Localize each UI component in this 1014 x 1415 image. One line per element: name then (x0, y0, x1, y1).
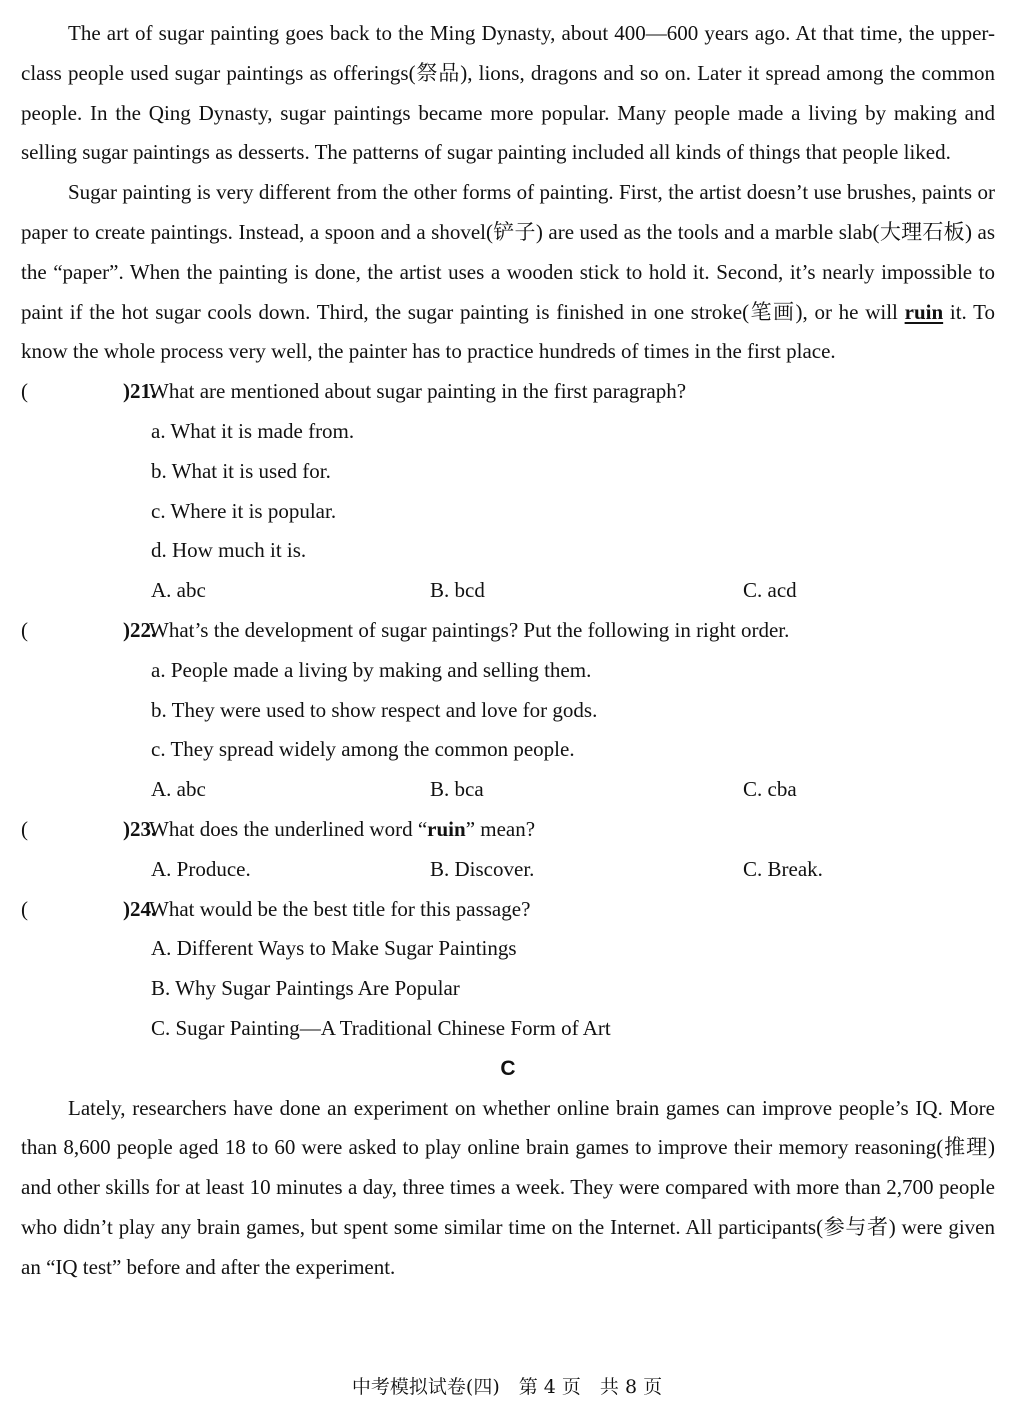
passage-c-paragraph-1: Lately, researchers have done an experiment on whether online brain games can improve people’s IQ. More than 8,600 people aged 18 to 60 were asked to play online brain games to improve their memory reasoning(推理) and other skills for at least 10 minutes a day, three times a week. They were compared with more than 2,700 people who didn’t play any brain games, but spent some similar time on the Internet. All participants(参与者) were given an “IQ test” before and after the experiment. (21, 1095, 995, 1279)
answer-bracket-close: ) (123, 896, 130, 921)
answer-bracket-close: ) (123, 379, 130, 404)
answer-bracket-open: ( (21, 617, 28, 642)
choice-item: b. They were used to show respect and love for gods. (151, 697, 598, 722)
question-number: 23. (130, 816, 157, 841)
question-21 (21, 372, 995, 412)
question-stem: What are mentioned about sugar painting in the first paragraph? (149, 379, 687, 404)
option-c: C. Sugar Painting—A Traditional Chinese Form of Art (151, 1015, 611, 1040)
option-b: B. bca (430, 777, 484, 802)
choice-item: a. What it is made from. (151, 418, 355, 443)
choice-item: c. Where it is popular. (151, 498, 337, 523)
paragraph-2-text-before: Sugar painting is very different from the other forms of painting. First, the artist doesn’t use brushes, paints or paper to create paintings. Instead, a spoon and a shovel(铲子) are used as the tools and a marble slab(大理石板) as the “paper”. When the painting is done, the artist uses a wooden stick to hold it. Second, it’s nearly impossible to paint if the hot sugar cools down. Third, the sugar painting is finished in one stroke(笔画), or he will (21, 180, 995, 324)
option-a: A. Produce. (151, 856, 251, 881)
option-b: B. bcd (430, 578, 485, 603)
page-footer: 中考模拟试卷(四) 第 4 页 共 8 页 (351, 1376, 663, 1398)
answer-bracket-close: ) (123, 816, 130, 841)
stem-text: ” mean? (465, 816, 536, 841)
option-c: C. Break. (743, 856, 823, 881)
options-row (21, 770, 995, 810)
question-number: 21. (130, 379, 157, 404)
answer-bracket-close: ) (123, 617, 130, 642)
passage-b-paragraph-1: The art of sugar painting goes back to the Ming Dynasty, about 400—600 years ago. At that time, the upper-class people used sugar paintings as offerings(祭品), lions, dragons and so on. Later it spread among the common people. In the Qing Dynasty, sugar paintings became more popular. Many people made a living by making and selling sugar paintings as desserts. The patterns of sugar painting included all kinds of things that people liked. (21, 21, 995, 165)
option-b: B. Discover. (430, 856, 535, 881)
answer-bracket-open: ( (21, 816, 28, 841)
question-stem: What would be the best title for this passage? (149, 896, 531, 921)
answer-bracket-open: ( (21, 896, 28, 921)
answer-bracket-open: ( (21, 379, 28, 404)
section-heading: C (500, 1056, 516, 1080)
paragraph-2-text-after: it. To know the whole process very well, the painter has to practice hundreds of times in the first place. (21, 299, 995, 364)
question-number: 22. (130, 617, 157, 642)
underlined-word-ruin: ruin (904, 299, 944, 324)
option-c: C. cba (743, 777, 797, 802)
exam-page (21, 14, 995, 1288)
question-22 (21, 611, 995, 651)
question-number: 24. (130, 896, 157, 921)
stem-text: What does the underlined word “ (149, 816, 428, 841)
stem-keyword: ruin (427, 816, 466, 841)
option-a: A. Different Ways to Make Sugar Paintings (151, 936, 517, 961)
question-24 (21, 890, 995, 930)
question-23 (21, 810, 995, 850)
question-stem: What’s the development of sugar paintings? Put the following in right order. (149, 617, 790, 642)
question-stem (149, 810, 535, 850)
option-a: A. abc (151, 578, 206, 603)
choice-item: d. How much it is. (151, 538, 307, 563)
choice-item: a. People made a living by making and selling them. (151, 657, 592, 682)
option-c: C. acd (743, 578, 797, 603)
passage-b-paragraph-2 (21, 173, 995, 372)
choice-item: b. What it is used for. (151, 458, 331, 483)
options-row (21, 571, 995, 611)
choice-item: c. They spread widely among the common people. (151, 737, 575, 762)
option-a: A. abc (151, 777, 206, 802)
options-row (21, 850, 995, 890)
option-b: B. Why Sugar Paintings Are Popular (151, 976, 460, 1001)
